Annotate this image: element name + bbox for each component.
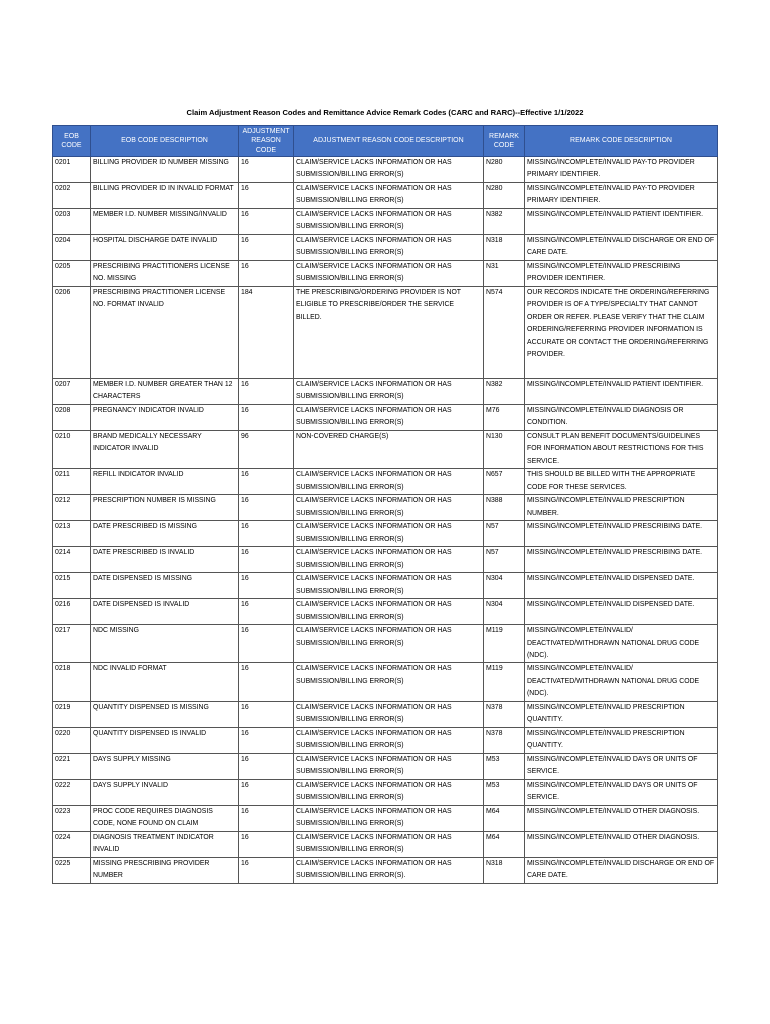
- codes-table: [52, 125, 718, 884]
- eob-code-cell: 0224: [53, 831, 91, 857]
- adjustment-code-cell: 16: [239, 625, 294, 663]
- eob-code-cell: 0213: [53, 521, 91, 547]
- remark-description-cell: MISSING/INCOMPLETE/INVALID PRESCRIBING DATE.: [525, 521, 718, 547]
- adjustment-description-cell: CLAIM/SERVICE LACKS INFORMATION OR HAS SUBMISSION/BILLING ERROR(S): [294, 779, 484, 805]
- table-row: [53, 625, 718, 663]
- table-header-row: [53, 126, 718, 157]
- eob-description-cell: DATE PRESCRIBED IS MISSING: [91, 521, 239, 547]
- remark-code-cell: M53: [484, 753, 525, 779]
- eob-code-cell: 0212: [53, 495, 91, 521]
- eob-code-cell: 0207: [53, 379, 91, 405]
- remark-description-cell: MISSING/INCOMPLETE/INVALID DISCHARGE OR END OF CARE DATE.: [525, 857, 718, 883]
- remark-code-cell: N378: [484, 701, 525, 727]
- eob-description-cell: MISSING PRESCRIBING PROVIDER NUMBER: [91, 857, 239, 883]
- eob-description-cell: BILLING PROVIDER ID NUMBER MISSING: [91, 157, 239, 183]
- adjustment-description-cell: CLAIM/SERVICE LACKS INFORMATION OR HAS SUBMISSION/BILLING ERROR(S): [294, 831, 484, 857]
- adjustment-code-cell: 16: [239, 805, 294, 831]
- remark-code-cell: M119: [484, 663, 525, 701]
- table-row: [53, 405, 718, 431]
- remark-description-cell: MISSING/INCOMPLETE/INVALID OTHER DIAGNOSIS.: [525, 831, 718, 857]
- eob-description-cell: REFILL INDICATOR INVALID: [91, 469, 239, 495]
- eob-code-cell: 0216: [53, 599, 91, 625]
- eob-description-cell: QUANTITY DISPENSED IS MISSING: [91, 701, 239, 727]
- adjustment-description-cell: CLAIM/SERVICE LACKS INFORMATION OR HAS SUBMISSION/BILLING ERROR(S): [294, 727, 484, 753]
- remark-code-cell: N57: [484, 547, 525, 573]
- adjustment-code-cell: 16: [239, 209, 294, 235]
- adjustment-code-cell: 16: [239, 469, 294, 495]
- eob-description-cell: DATE PRESCRIBED IS INVALID: [91, 547, 239, 573]
- adjustment-code-cell: 16: [239, 495, 294, 521]
- eob-code-cell: 0214: [53, 547, 91, 573]
- remark-description-cell: CONSULT PLAN BENEFIT DOCUMENTS/GUIDELINES FOR INFORMATION ABOUT RESTRICTIONS FOR THIS SERVICE.: [525, 431, 718, 469]
- eob-code-cell: 0204: [53, 235, 91, 261]
- remark-code-cell: N382: [484, 209, 525, 235]
- header-adjustment-code: ADJUSTMENT REASON CODE: [239, 126, 294, 157]
- remark-code-cell: M119: [484, 625, 525, 663]
- eob-code-cell: 0218: [53, 663, 91, 701]
- table-row: [53, 431, 718, 469]
- eob-description-cell: DAYS SUPPLY MISSING: [91, 753, 239, 779]
- remark-code-cell: N657: [484, 469, 525, 495]
- eob-code-cell: 0219: [53, 701, 91, 727]
- remark-description-cell: MISSING/INCOMPLETE/INVALID PRESCRIBING DATE.: [525, 547, 718, 573]
- eob-code-cell: 0211: [53, 469, 91, 495]
- table-row: [53, 547, 718, 573]
- table-row: [53, 805, 718, 831]
- adjustment-description-cell: CLAIM/SERVICE LACKS INFORMATION OR HAS SUBMISSION/BILLING ERROR(S): [294, 209, 484, 235]
- remark-description-cell: MISSING/INCOMPLETE/INVALID PRESCRIPTION QUANTITY.: [525, 701, 718, 727]
- table-row: [53, 235, 718, 261]
- remark-code-cell: M64: [484, 805, 525, 831]
- adjustment-description-cell: CLAIM/SERVICE LACKS INFORMATION OR HAS SUBMISSION/BILLING ERROR(S): [294, 183, 484, 209]
- header-adjustment-description: ADJUSTMENT REASON CODE DESCRIPTION: [294, 126, 484, 157]
- header-eob-description: EOB CODE DESCRIPTION: [91, 126, 239, 157]
- adjustment-code-cell: 16: [239, 261, 294, 287]
- adjustment-description-cell: CLAIM/SERVICE LACKS INFORMATION OR HAS SUBMISSION/BILLING ERROR(S): [294, 663, 484, 701]
- remark-code-cell: N57: [484, 521, 525, 547]
- eob-description-cell: HOSPITAL DISCHARGE DATE INVALID: [91, 235, 239, 261]
- adjustment-code-cell: 16: [239, 235, 294, 261]
- remark-description-cell: MISSING/INCOMPLETE/INVALID PRESCRIPTION NUMBER.: [525, 495, 718, 521]
- adjustment-description-cell: CLAIM/SERVICE LACKS INFORMATION OR HAS SUBMISSION/BILLING ERROR(S): [294, 805, 484, 831]
- remark-description-cell: MISSING/INCOMPLETE/INVALID OTHER DIAGNOSIS.: [525, 805, 718, 831]
- eob-description-cell: PRESCRIBING PRACTITIONER LICENSE NO. FORMAT INVALID: [91, 287, 239, 379]
- remark-description-cell: MISSING/INCOMPLETE/INVALID DISCHARGE OR END OF CARE DATE.: [525, 235, 718, 261]
- eob-description-cell: NDC MISSING: [91, 625, 239, 663]
- eob-description-cell: DAYS SUPPLY INVALID: [91, 779, 239, 805]
- adjustment-description-cell: CLAIM/SERVICE LACKS INFORMATION OR HAS SUBMISSION/BILLING ERROR(S): [294, 157, 484, 183]
- adjustment-description-cell: CLAIM/SERVICE LACKS INFORMATION OR HAS SUBMISSION/BILLING ERROR(S): [294, 495, 484, 521]
- adjustment-description-cell: CLAIM/SERVICE LACKS INFORMATION OR HAS SUBMISSION/BILLING ERROR(S): [294, 521, 484, 547]
- remark-description-cell: MISSING/INCOMPLETE/INVALID DAYS OR UNITS OF SERVICE.: [525, 779, 718, 805]
- remark-description-cell: MISSING/INCOMPLETE/INVALID PAY-TO PROVIDER PRIMARY IDENTIFIER.: [525, 157, 718, 183]
- eob-description-cell: MEMBER I.D. NUMBER GREATER THAN 12 CHARACTERS: [91, 379, 239, 405]
- adjustment-code-cell: 16: [239, 521, 294, 547]
- eob-description-cell: MEMBER I.D. NUMBER MISSING/INVALID: [91, 209, 239, 235]
- eob-description-cell: PROC CODE REQUIRES DIAGNOSIS CODE, NONE FOUND ON CLAIM: [91, 805, 239, 831]
- adjustment-description-cell: CLAIM/SERVICE LACKS INFORMATION OR HAS SUBMISSION/BILLING ERROR(S): [294, 261, 484, 287]
- eob-description-cell: BRAND MEDICALLY NECESSARY INDICATOR INVALID: [91, 431, 239, 469]
- adjustment-description-cell: CLAIM/SERVICE LACKS INFORMATION OR HAS SUBMISSION/BILLING ERROR(S): [294, 625, 484, 663]
- remark-description-cell: MISSING/INCOMPLETE/INVALID PATIENT IDENTIFIER.: [525, 209, 718, 235]
- table-row: [53, 573, 718, 599]
- table-row: [53, 831, 718, 857]
- eob-description-cell: DATE DISPENSED IS INVALID: [91, 599, 239, 625]
- eob-code-cell: 0223: [53, 805, 91, 831]
- eob-description-cell: DATE DISPENSED IS MISSING: [91, 573, 239, 599]
- remark-code-cell: N280: [484, 183, 525, 209]
- remark-code-cell: N280: [484, 157, 525, 183]
- adjustment-description-cell: THE PRESCRIBING/ORDERING PROVIDER IS NOT ELIGIBLE TO PRESCRIBE/ORDER THE SERVICE BILLED.: [294, 287, 484, 379]
- adjustment-description-cell: CLAIM/SERVICE LACKS INFORMATION OR HAS SUBMISSION/BILLING ERROR(S): [294, 701, 484, 727]
- eob-description-cell: QUANTITY DISPENSED IS INVALID: [91, 727, 239, 753]
- remark-code-cell: N382: [484, 379, 525, 405]
- remark-code-cell: N130: [484, 431, 525, 469]
- adjustment-code-cell: 16: [239, 753, 294, 779]
- remark-code-cell: M76: [484, 405, 525, 431]
- adjustment-code-cell: 16: [239, 831, 294, 857]
- table-row: [53, 599, 718, 625]
- adjustment-description-cell: CLAIM/SERVICE LACKS INFORMATION OR HAS SUBMISSION/BILLING ERROR(S): [294, 235, 484, 261]
- eob-description-cell: PRESCRIBING PRACTITIONERS LICENSE NO. MISSING: [91, 261, 239, 287]
- adjustment-description-cell: NON-COVERED CHARGE(S): [294, 431, 484, 469]
- adjustment-code-cell: 16: [239, 379, 294, 405]
- remark-code-cell: M53: [484, 779, 525, 805]
- eob-description-cell: DIAGNOSIS TREATMENT INDICATOR INVALID: [91, 831, 239, 857]
- remark-description-cell: MISSING/INCOMPLETE/INVALID DIAGNOSIS OR CONDITION.: [525, 405, 718, 431]
- document-title: Claim Adjustment Reason Codes and Remittance Advice Remark Codes (CARC and RARC)--Effective 1/1/2022: [186, 108, 584, 117]
- remark-code-cell: N388: [484, 495, 525, 521]
- remark-description-cell: OUR RECORDS INDICATE THE ORDERING/REFERRING PROVIDER IS OF A TYPE/SPECIALTY THAT CANNOT ORDER OR REFER. PLEASE VERIFY THAT THE CLAIM ORDERING/REFERRING PROVIDER INFORMATION IS ACCURATE OR CONTACT THE ORDERING/REFERRING PROVIDER.: [525, 287, 718, 379]
- table-row: [53, 183, 718, 209]
- eob-code-cell: 0210: [53, 431, 91, 469]
- remark-code-cell: N318: [484, 235, 525, 261]
- remark-code-cell: M64: [484, 831, 525, 857]
- adjustment-code-cell: 16: [239, 663, 294, 701]
- adjustment-code-cell: 16: [239, 183, 294, 209]
- table-body: [53, 157, 718, 884]
- eob-code-cell: 0221: [53, 753, 91, 779]
- adjustment-code-cell: 16: [239, 573, 294, 599]
- adjustment-code-cell: 16: [239, 701, 294, 727]
- remark-code-cell: N318: [484, 857, 525, 883]
- adjustment-description-cell: CLAIM/SERVICE LACKS INFORMATION OR HAS SUBMISSION/BILLING ERROR(S): [294, 599, 484, 625]
- adjustment-description-cell: CLAIM/SERVICE LACKS INFORMATION OR HAS SUBMISSION/BILLING ERROR(S): [294, 469, 484, 495]
- remark-description-cell: MISSING/INCOMPLETE/INVALID/ DEACTIVATED/WITHDRAWN NATIONAL DRUG CODE (NDC).: [525, 625, 718, 663]
- adjustment-description-cell: CLAIM/SERVICE LACKS INFORMATION OR HAS SUBMISSION/BILLING ERROR(S).: [294, 857, 484, 883]
- table-row: [53, 857, 718, 883]
- adjustment-description-cell: CLAIM/SERVICE LACKS INFORMATION OR HAS SUBMISSION/BILLING ERROR(S): [294, 405, 484, 431]
- eob-code-cell: 0217: [53, 625, 91, 663]
- remark-description-cell: MISSING/INCOMPLETE/INVALID DISPENSED DATE.: [525, 573, 718, 599]
- table-row: [53, 209, 718, 235]
- adjustment-description-cell: CLAIM/SERVICE LACKS INFORMATION OR HAS SUBMISSION/BILLING ERROR(S): [294, 573, 484, 599]
- adjustment-description-cell: CLAIM/SERVICE LACKS INFORMATION OR HAS SUBMISSION/BILLING ERROR(S): [294, 753, 484, 779]
- adjustment-code-cell: 16: [239, 857, 294, 883]
- table-row: [53, 753, 718, 779]
- adjustment-code-cell: 16: [239, 547, 294, 573]
- remark-description-cell: MISSING/INCOMPLETE/INVALID PRESCRIPTION QUANTITY.: [525, 727, 718, 753]
- remark-description-cell: MISSING/INCOMPLETE/INVALID/ DEACTIVATED/WITHDRAWN NATIONAL DRUG CODE (NDC).: [525, 663, 718, 701]
- eob-description-cell: BILLING PROVIDER ID IN INVALID FORMAT: [91, 183, 239, 209]
- remark-description-cell: MISSING/INCOMPLETE/INVALID DAYS OR UNITS OF SERVICE.: [525, 753, 718, 779]
- adjustment-code-cell: 96: [239, 431, 294, 469]
- adjustment-code-cell: 16: [239, 779, 294, 805]
- adjustment-code-cell: 16: [239, 157, 294, 183]
- remark-code-cell: N378: [484, 727, 525, 753]
- table-row: [53, 469, 718, 495]
- eob-code-cell: 0220: [53, 727, 91, 753]
- table-row: [53, 261, 718, 287]
- remark-code-cell: N304: [484, 599, 525, 625]
- eob-code-cell: 0203: [53, 209, 91, 235]
- adjustment-code-cell: 16: [239, 405, 294, 431]
- eob-code-cell: 0222: [53, 779, 91, 805]
- eob-description-cell: PRESCRIPTION NUMBER IS MISSING: [91, 495, 239, 521]
- table-row: [53, 157, 718, 183]
- remark-description-cell: MISSING/INCOMPLETE/INVALID DISPENSED DATE.: [525, 599, 718, 625]
- eob-description-cell: PREGNANCY INDICATOR INVALID: [91, 405, 239, 431]
- remark-description-cell: MISSING/INCOMPLETE/INVALID PRESCRIBING PROVIDER IDENTIFIER.: [525, 261, 718, 287]
- header-remark-description: REMARK CODE DESCRIPTION: [525, 126, 718, 157]
- remark-description-cell: MISSING/INCOMPLETE/INVALID PATIENT IDENTIFIER.: [525, 379, 718, 405]
- adjustment-code-cell: 16: [239, 727, 294, 753]
- remark-description-cell: MISSING/INCOMPLETE/INVALID PAY-TO PROVIDER PRIMARY IDENTIFIER.: [525, 183, 718, 209]
- table-row: [53, 727, 718, 753]
- table-row: [53, 379, 718, 405]
- eob-code-cell: 0208: [53, 405, 91, 431]
- table-row: [53, 521, 718, 547]
- remark-code-cell: N304: [484, 573, 525, 599]
- adjustment-description-cell: CLAIM/SERVICE LACKS INFORMATION OR HAS SUBMISSION/BILLING ERROR(S): [294, 547, 484, 573]
- eob-code-cell: 0206: [53, 287, 91, 379]
- eob-code-cell: 0201: [53, 157, 91, 183]
- table-row: [53, 495, 718, 521]
- eob-code-cell: 0205: [53, 261, 91, 287]
- remark-code-cell: N574: [484, 287, 525, 379]
- adjustment-code-cell: 184: [239, 287, 294, 379]
- table-row: [53, 287, 718, 379]
- adjustment-code-cell: 16: [239, 599, 294, 625]
- eob-code-cell: 0202: [53, 183, 91, 209]
- table-row: [53, 779, 718, 805]
- header-eob-code: EOB CODE: [53, 126, 91, 157]
- remark-code-cell: N31: [484, 261, 525, 287]
- remark-description-cell: THIS SHOULD BE BILLED WITH THE APPROPRIATE CODE FOR THESE SERVICES.: [525, 469, 718, 495]
- table-row: [53, 663, 718, 701]
- eob-code-cell: 0225: [53, 857, 91, 883]
- header-remark-code: REMARK CODE: [484, 126, 525, 157]
- adjustment-description-cell: CLAIM/SERVICE LACKS INFORMATION OR HAS SUBMISSION/BILLING ERROR(S): [294, 379, 484, 405]
- eob-code-cell: 0215: [53, 573, 91, 599]
- eob-description-cell: NDC INVALID FORMAT: [91, 663, 239, 701]
- table-row: [53, 701, 718, 727]
